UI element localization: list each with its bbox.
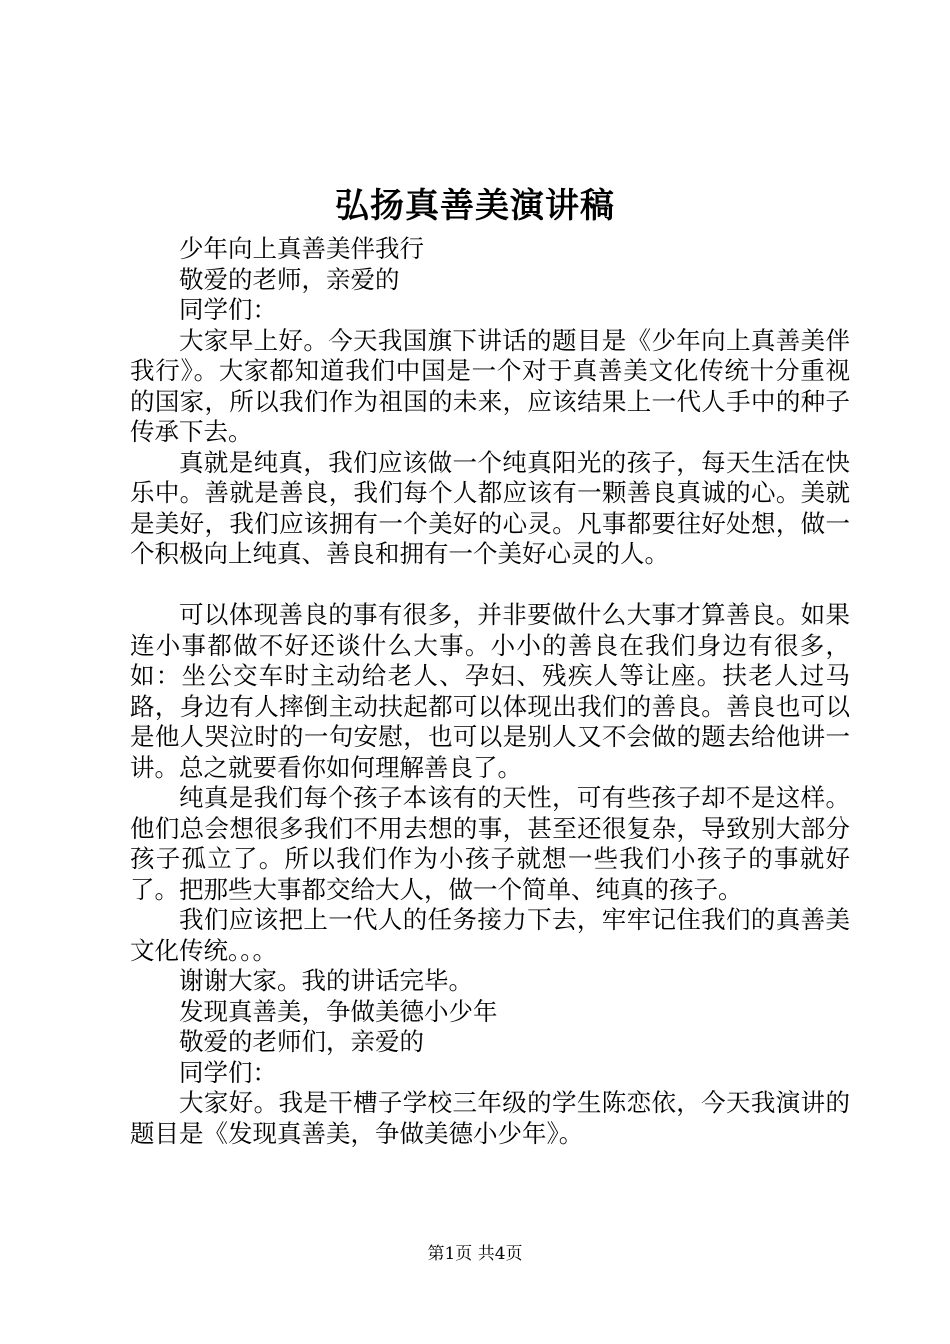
body-paragraph: 纯真是我们每个孩子本该有的天性，可有些孩子却不是这样。他们总会想很多我们不用去想的事，甚至还很复杂，导致别大部分孩子孤立了。所以我们作为小孩子就想一些我们小孩子的事就好了。把那些大事都交给大人，做一个简单、纯真的孩子。: [130, 783, 850, 904]
page-number-footer: 第1页 共4页: [427, 1244, 523, 1264]
body-paragraph: 大家好。我是干槽子学校三年级的学生陈恋依，今天我演讲的题目是《发现真善美，争做美德小少年》。: [130, 1088, 850, 1148]
body-paragraph: 大家早上好。今天我国旗下讲话的题目是《少年向上真善美伴我行》。大家都知道我们中国是一个对于真善美文化传统十分重视的国家，所以我们作为祖国的未来，应该结果上一代人手中的种子传承下去。: [130, 325, 850, 446]
greeting-line: 同学们：: [179, 295, 277, 324]
body-paragraph: 可以体现善良的事有很多，并非要做什么大事才算善良。如果连小事都做不好还谈什么大事。小小的善良在我们身边有很多，如：坐公交车时主动给老人、孕妇、残疾人等让座。扶老人过马路，身边有人摔倒主动扶起都可以体现出我们的善良。善良也可以是他人哭泣时的一句安慰，也可以是别人又不会做的题去给他讲一讲。总之就要看你如何理解善良了。: [130, 600, 850, 782]
speech-subtitle: 少年向上真善美伴我行: [179, 234, 424, 263]
greeting-line: 同学们：: [179, 1057, 277, 1087]
document-body: [130, 234, 850, 1149]
closing-line: 谢谢大家。我的讲话完毕。: [179, 966, 473, 995]
body-paragraph: 真就是纯真，我们应该做一个纯真阳光的孩子，每天生活在快乐中。善就是善良，我们每个人都应该有一颗善良真诚的心。美就是美好，我们应该拥有一个美好的心灵。凡事都要往好处想，做一个积极向上纯真、善良和拥有一个美好心灵的人。: [130, 447, 850, 568]
greeting-line: 敬爱的老师们，亲爱的: [179, 1027, 424, 1056]
greeting-line: 敬爱的老师，亲爱的: [179, 264, 400, 294]
speech-subtitle: 发现真善美，争做美德小少年: [179, 996, 498, 1026]
document-title: 弘扬真善美演讲稿: [335, 186, 615, 226]
body-paragraph: 我们应该把上一代人的任务接力下去，牢牢记住我们的真善美文化传统。。。: [130, 905, 850, 965]
